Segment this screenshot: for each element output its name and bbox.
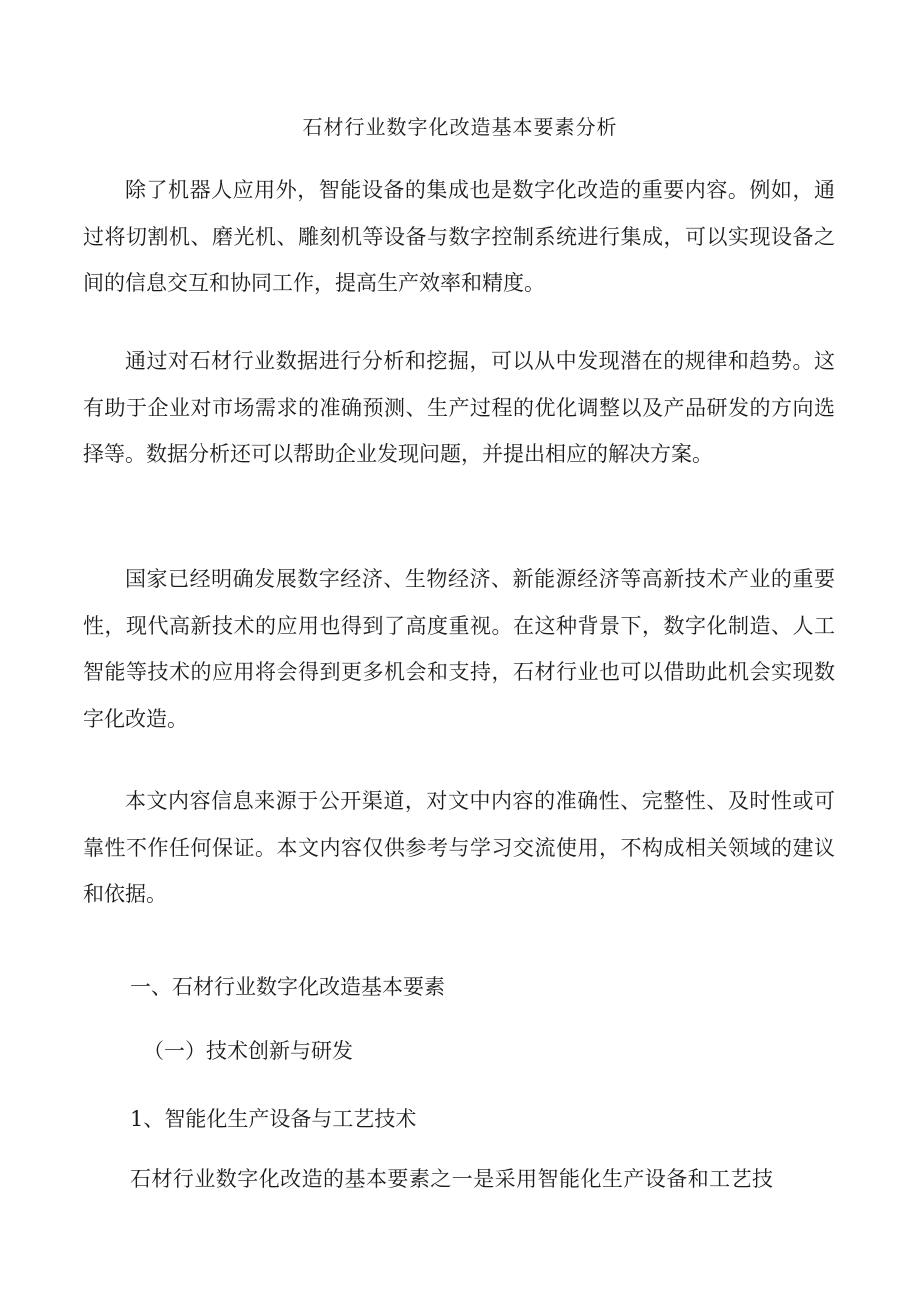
document-title: 石材行业数字化改造基本要素分析 bbox=[302, 115, 618, 139]
item-heading: 1、智能化生产设备与工艺技术 bbox=[130, 1107, 417, 1131]
subsection-heading: （一）技术创新与研发 bbox=[143, 1039, 353, 1063]
paragraph-intelligent-equipment: 除了机器人应用外，智能设备的集成也是数字化改造的重要内容。例如，通过将切割机、磨光机、雕刻机等设备与数字控制系统进行集成，可以实现设备之间的信息交互和协同工作，提高生产效率和精度。 bbox=[83, 178, 835, 295]
paragraph-national-policy: 国家已经明确发展数字经济、生物经济、新能源经济等高新技术产业的重要性，现代高新技术的应用也得到了高度重视。在这种背景下，数字化制造、人工智能等技术的应用将会得到更多机会和支持，石材行业也可以借助此机会实现数字化改造。 bbox=[83, 567, 835, 731]
section-heading: 一、石材行业数字化改造基本要素 bbox=[130, 975, 445, 999]
paragraph-disclaimer: 本文内容信息来源于公开渠道，对文中内容的准确性、完整性、及时性或可靠性不作任何保证。本文内容仅供参考与学习交流使用，不构成相关领域的建议和依据。 bbox=[83, 789, 835, 906]
paragraph-data-analysis: 通过对石材行业数据进行分析和挖掘，可以从中发现潜在的规律和趋势。这有助于企业对市场需求的准确预测、生产过程的优化调整以及产品研发的方向选择等。数据分析还可以帮助企业发现问题，并提出相应的解决方案。 bbox=[83, 349, 835, 466]
paragraph-smart-production-start: 石材行业数字化改造的基本要素之一是采用智能化生产设备和工艺技 bbox=[130, 1167, 774, 1191]
